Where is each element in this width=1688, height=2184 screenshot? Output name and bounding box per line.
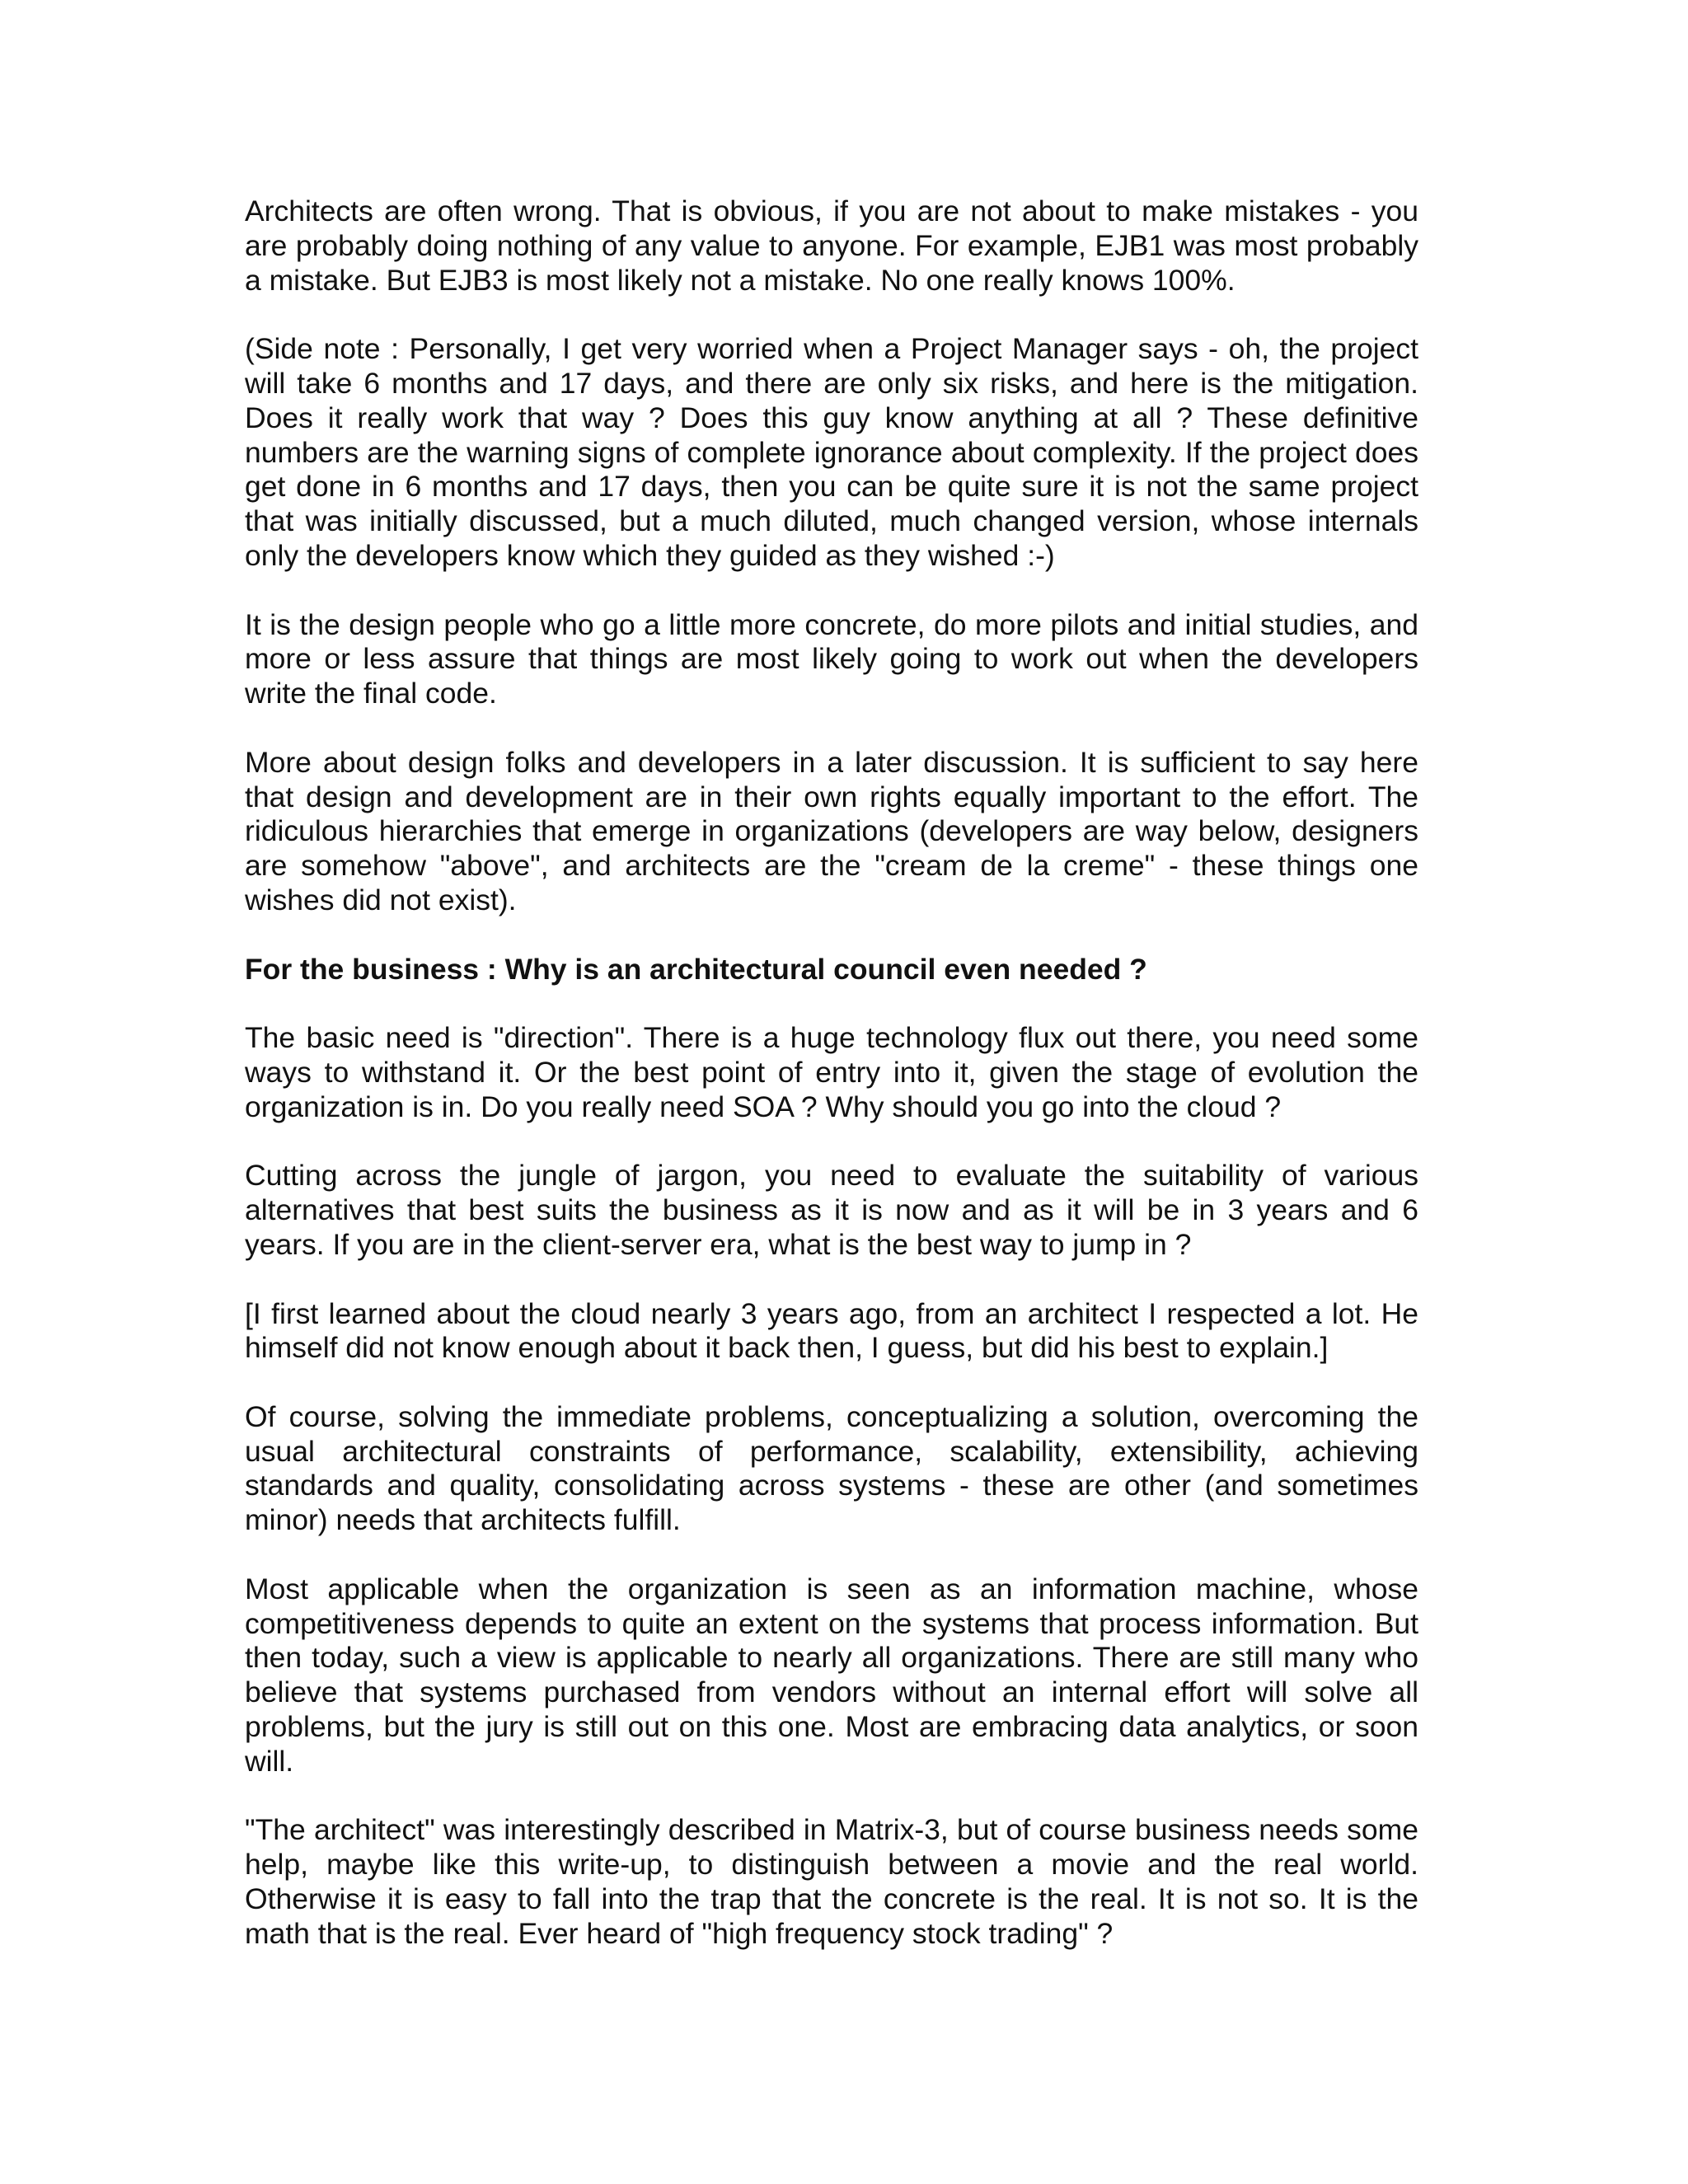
section-heading: For the business : Why is an architectural council even needed ? [245, 952, 1147, 986]
paragraph-design-developers: More about design folks and developers in a later discussion. It is sufficient to say here that design and development are in their own rights equally important to the effort. The ridiculous hierarchies that emerge in organizations (developers are way below, designers are somehow "above", and architects are the "cream de la creme" - these things one wishes did not exist). [245, 745, 1418, 916]
paragraph-immediate-problems: Of course, solving the immediate problems, conceptualizing a solution, overcoming the usual architectural constraints of performance, scalability, extensibility, achieving standards and quality, consolidating across systems - these are other (and sometimes minor) needs that architects fulfill. [245, 1399, 1418, 1537]
paragraph-information-machine: Most applicable when the organization is seen as an information machine, whose competitiveness depends to quite an extent on the systems that process information. But then today, such a view is applicable to nearly all organizations. There are still many who believe that systems purchased from vendors without an internal effort will solve all problems, but the jury is still out on this one. Most are embracing data analytics, or soon will. [245, 1572, 1418, 1778]
paragraph-side-note: (Side note : Personally, I get very worried when a Project Manager says - oh, the project will take 6 months and 17 days, and there are only six risks, and here is the mitigation. Does it really work that way ? Does this guy know anything at all ? These definitive numbers are the warning signs of complete ignorance about complexity. If the project does get done in 6 months and 17 days, then you can be quite sure it is not the same project that was initially discussed, but a much diluted, much changed version, whose internals only the developers know which they guided as they wished :-) [245, 332, 1418, 572]
paragraph-design-people: It is the design people who go a little more concrete, do more pilots and initial studies, and more or less assure that things are most likely going to work out when the developers write the final code. [245, 607, 1418, 710]
paragraph-jargon: Cutting across the jungle of jargon, you need to evaluate the suitability of various alternatives that best suits the business as it is now and as it will be in 3 years and 6 years. If you are in the client-server era, what is the best way to jump in ? [245, 1159, 1418, 1261]
paragraph-cloud: [I first learned about the cloud nearly 3 years ago, from an architect I respected a lot. He himself did not know enough about it back then, I guess, but did his best to explain.] [245, 1296, 1418, 1365]
paragraph-architects-wrong: Architects are often wrong. That is obvious, if you are not about to make mistakes - you are probably doing nothing of any value to anyone. For example, EJB1 was most probably a mistake. But EJB3 is most likely not a mistake. No one really knows 100%. [245, 194, 1418, 297]
document-page [245, 194, 1418, 1985]
paragraph-direction: The basic need is "direction". There is a huge technology flux out there, you need some ways to withstand it. Or the best point of entry into it, given the stage of evolution the organization is in. Do you really need SOA ? Why should you go into the cloud ? [245, 1021, 1418, 1123]
paragraph-matrix: "The architect" was interestingly described in Matrix-3, but of course business needs some help, maybe like this write-up, to distinguish between a movie and the real world. Otherwise it is easy to fall into the trap that the concrete is the real. It is not so. It is the math that is the real. Ever heard of "high frequency stock trading" ? [245, 1813, 1418, 1950]
